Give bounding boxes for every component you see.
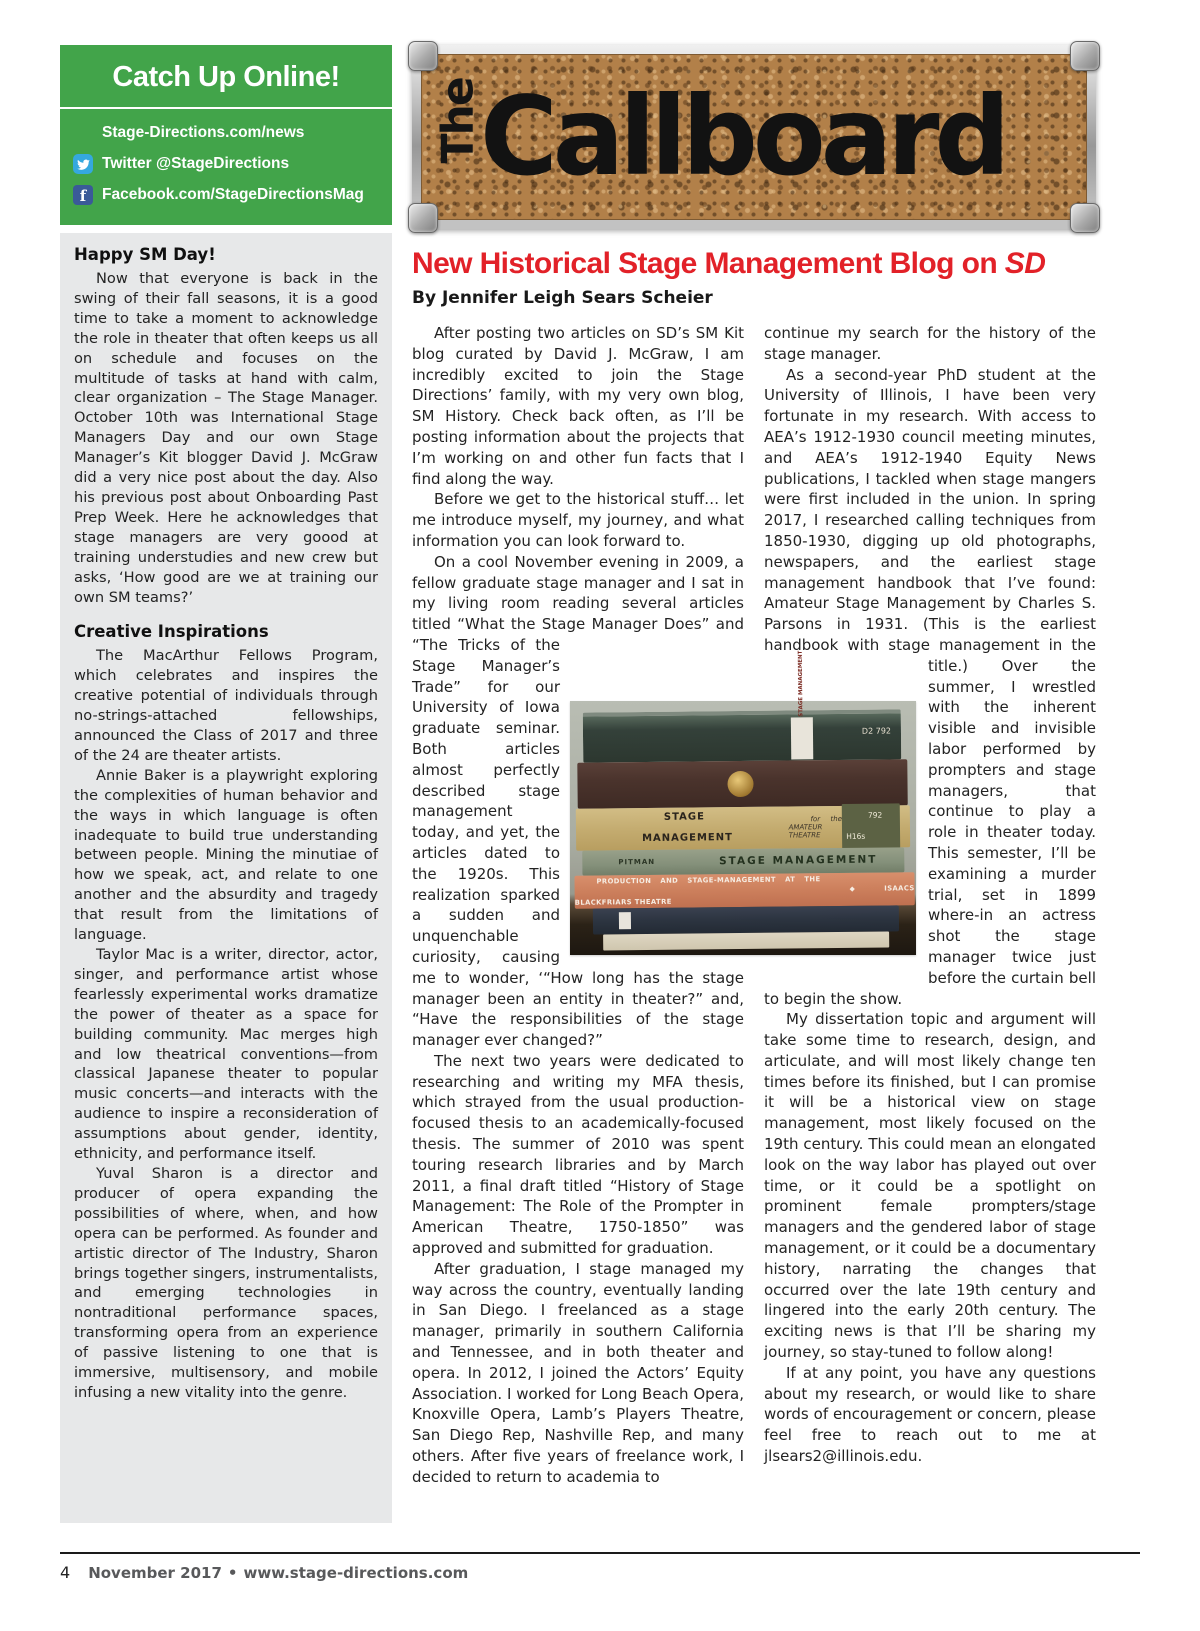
gold-emblem (727, 771, 753, 797)
corkboard (421, 54, 1087, 220)
paragraph: After graduation, I stage managed my way across the country, eventually landing in San Diego. I freelanced as a stage manager, primarily in southern California and Tennessee, and in both theater and opera. In 2012, I joined the Actors’ Equity Association. I worked for Long Beach Opera, Knoxville Opera, Lamb’s Players Theatre, San Diego Rep, Nashville Rep, and many others. After five years of freelance work, I decided to return to academia to (412, 1259, 744, 1486)
paragraph: My dissertation topic and argument will take some time to research, design, and articulate, and will most likely change ten times before its finished, but I can promise it will be a historical view on stage management, most likely focused on the 19th century. This could mean an elongated look on the way labor has played out over time, or it could be a spotlight on prominent female prompters/stage managers and the gendered labor of stage management, or it could be a documentary history, narrating the changes that occurred over the late 19th century and lingered into the early 20th century. The exciting news is that I’ll be sharing my journey, so stay-tuned to follow along! (764, 1010, 1096, 1362)
sidebar-paragraph: The MacArthur Fellows Program, which celebrates and inspires the creative potential of individuals through no-strings-attached fellowships, announced the Class of 2017 and three of the 24 are theater artists. (74, 647, 378, 764)
sidebar (60, 45, 392, 1523)
frame-corner (408, 41, 438, 71)
empty-icon-slot (73, 123, 93, 143)
diamond-icon: ◆ (849, 884, 856, 893)
sidebar-articles (60, 233, 392, 1523)
book-publisher: PITMAN (618, 857, 656, 867)
creative-inspirations-heading: Creative Inspirations (74, 622, 269, 642)
main-article (412, 45, 1096, 1488)
paragraph: Before we get to the historical stuff… let me introduce myself, my journey, and what information you can look forward to. (412, 490, 744, 550)
footer-text (60, 1563, 1140, 1582)
footer-page-number: 4 (60, 1563, 71, 1582)
book-author: ISAACS (884, 884, 915, 893)
paragraph-text: As a second-year PhD student at the University of Illinois, I have been very fortunate in my research. With access to AEA’s 1912-1930 council meeting minutes, and AEA’s 1912-1940 Equity News publications, I tackled when stage mangers were first included in the union. In spring 2017, I researched calling techniques from 1850-1930, digging up old photographs, newspapers, and the earliest stage management handbook that I’ve found: Amateur Stage Management by Charles S. Parsons in 1931. (This is the earliest handbook with stage management in the title.) (764, 365, 1096, 675)
happy-sm-day-heading: Happy SM Day! (74, 245, 216, 264)
catch-up-panel (60, 45, 392, 225)
sidebar-paragraph: Yuval Sharon is a director and producer of opera expanding the possibilities of where, when, and how opera can be performed. As founder and artistic director of The Industry, Sharon brings together singers, instrumentalists, and emerging technologies in nontraditional performance spaces, transforming opera from an experience of passive listening to one that is immersive, multisensory, and mobile infusing a new vitality into the genre. (74, 1164, 378, 1401)
facebook-link-label: Facebook.com/StageDirectionsMag (102, 186, 364, 203)
frame-corner (408, 203, 438, 233)
news-link[interactable] (60, 123, 392, 143)
paragraph-text: “The Tricks of the Stage Manager’s Trade” for our University of Iowa graduate seminar. Both articles almost perfectly described stage management today, and yet, the articles dated to the 1920s. This realization sparked a sudden and unquenchable curiosity, causing me to wonder, ‘“How long has the stage manager been an entity in theater?” and, “Have the responsibilities of the stage manager ever changed?” (412, 635, 744, 1050)
paragraph: If at any point, you have any questions about my research, or would like to share words of encouragement or concern, please feel free to reach out to me at jlsears2@illinois.edu. (764, 1363, 1096, 1466)
facebook-icon: f (73, 185, 93, 205)
book-label (619, 912, 631, 929)
book-title: PRODUCTION AND STAGE-MANAGEMENT AT THE BLACKFRIARS THEATRE (574, 874, 821, 907)
book-spine (593, 905, 899, 934)
frame-corner (1070, 203, 1100, 233)
book-title: STAGE MANAGEMENT (642, 811, 733, 845)
book-label-text: STAGE MANAGEMENT (797, 650, 805, 717)
footer-site-url: www.stage-directions.com (243, 1564, 469, 1582)
books-photo (570, 650, 916, 955)
paragraph: continue my search for the history of the stage manager. (764, 324, 1096, 363)
book-label (791, 650, 813, 759)
catch-up-title: Catch Up Online! (60, 59, 392, 109)
paragraph: After posting two articles on SD’s SM Kit blog curated by David J. McGraw, I am incredibly excited to join the Stage Directions’ family, with my very own blog, SM History. Check back often, as I’ll be posting information about the projects that I’m working on and other fun facts that I find along the way. (412, 324, 744, 488)
footer-rule (60, 1552, 1140, 1554)
book-spine (574, 872, 914, 909)
article-body (412, 323, 1096, 1488)
paragraph: The next two years were dedicated to researching and writing my MFA thesis, which strayed from the usual production-focused thesis to an academically-focused thesis. The summer of 2010 was spent touring research libraries and by March 2011, a final draft titled “History of Stage Management: The Role of the Prompter in American Theatre, 1750-1850” was approved and submitted for graduation. (412, 1051, 744, 1258)
facebook-link[interactable] (60, 185, 392, 205)
masthead-title: Callboard (480, 73, 1006, 200)
masthead-frame (412, 45, 1096, 229)
sidebar-paragraph: Annie Baker is a playwright exploring the complexities of human behavior and the ways in which language is often inadequate to build true understanding between people. Mining the minutiae of how we speak, act, and relate to one another and the absurdity and tragedy that result from the limitations of language. (74, 766, 378, 944)
book-spine (577, 759, 907, 808)
callboard-masthead (412, 45, 1096, 229)
frame-corner (1070, 41, 1100, 71)
book-stack (574, 650, 915, 950)
article-title (412, 247, 1096, 281)
footer-issue: November 2017 (88, 1564, 222, 1582)
book-title: STAGE MANAGEMENT (719, 853, 878, 868)
paragraph (412, 552, 915, 1051)
paragraph-text: Over the summer, I wrestled with the inherent visible and invisible labor performed by prompters and stage managers, that continue to play a role in theater today. This semester, I’ll be examining a murder trial, set in 1899 where-in an actress shot the stage manager twice just before the curtain bell to begin the show. (764, 656, 1096, 1008)
book-spine (576, 805, 910, 850)
twitter-icon (73, 154, 93, 174)
page-footer (60, 1552, 1140, 1582)
call-number: D2 792 (861, 726, 892, 736)
sidebar-paragraph: Taylor Mac is a writer, director, actor, singer, and performance artist whose fearlessly experimental works dramatize the power of theater as a space for building community. Mac merges high and low theatrical conventions—from classical Japanese theater to popular music concerts—and interacts with the audience to inspire a reconsideration of assumptions about gender, identity, ethnicity, and performance itself. (74, 946, 378, 1163)
footer-bullet: • (227, 1564, 238, 1582)
article-byline: By Jennifer Leigh Sears Scheier (412, 288, 713, 308)
masthead-the: The (432, 77, 484, 163)
article-title-abbrev: SD (1004, 247, 1046, 280)
book-spine (583, 650, 902, 762)
article-title-text: New Historical Stage Management Blog on (412, 247, 1005, 280)
paragraph-text: On a cool November evening in 2009, a fellow graduate stage manager and I sat in my living room reading several articles titled “What the Stage Manager Does” and (412, 552, 744, 634)
photo-wrap-spacer-left (568, 635, 915, 955)
book-spine (603, 931, 889, 950)
news-link-label: Stage-Directions.com/news (102, 124, 305, 141)
article-column-1 (412, 323, 915, 1488)
twitter-link[interactable] (60, 154, 392, 174)
call-number: 792 H16s (842, 804, 900, 850)
twitter-link-label: Twitter @StageDirections (102, 155, 290, 172)
book-subtitle: for the AMATEUR THEATRE (788, 814, 843, 840)
sidebar-paragraph: Now that everyone is back in the swing of their fall seasons, it is a good time to take a moment to acknowledge the role in theater that often keeps us all on schedule and focuses on the multitude of tasks at hand with calm, clear organization – The Stage Manager. October 10th was International Stage Managers Day and our own Stage Manager’s Kit blogger David J. McGraw did a very nice post about the day. Also his previous post about Onboarding Past Prep Week. Here he acknowledges that stage managers are very goood at training understudies and new crew but asks, ‘How good are we at training our own SM teams?’ (74, 270, 378, 606)
